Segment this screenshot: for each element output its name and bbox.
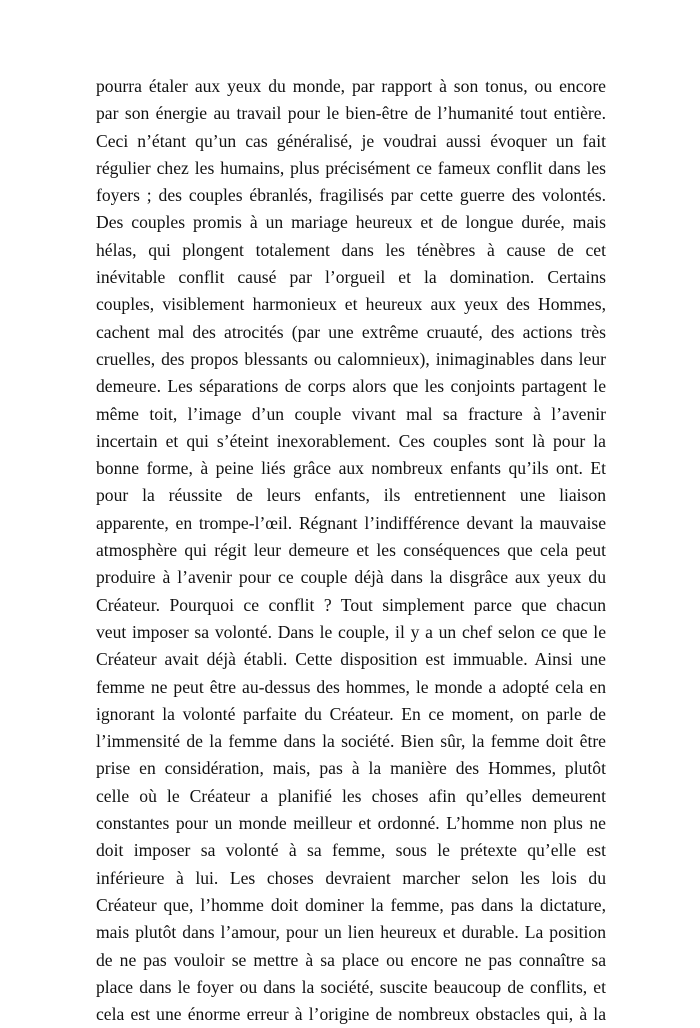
text-line: doit imposer sa volonté à sa femme, sous le prétexte qu’elle est	[96, 840, 606, 861]
body-text	[96, 73, 606, 1028]
text-line: veut imposer sa volonté. Dans le couple, il y a un chef selon ce que le	[96, 621, 606, 642]
text-line: Créateur. Pourquoi ce conflit ? Tout simplement parce que chacun	[96, 594, 606, 615]
text-line: couples, visiblement harmonieux et heureux aux yeux des Hommes,	[96, 294, 606, 315]
text-line: celle où le Créateur a planifié les choses afin qu’elles demeurent	[96, 785, 606, 806]
text-line: hélas, qui plongent totalement dans les ténèbres à cause de cet	[96, 239, 606, 260]
text-line: cachent mal des atrocités (par une extrême cruauté, des actions très	[96, 321, 606, 342]
text-line: inférieure à lui. Les choses devraient marcher selon les lois du	[96, 867, 606, 888]
text-line: Créateur que, l’homme doit dominer la femme, pas dans la dictature,	[96, 894, 606, 915]
text-line: Ceci n’étant qu’un cas généralisé, je voudrai aussi évoquer un fait	[96, 130, 606, 151]
text-line: apparente, en trompe-l’œil. Régnant l’indifférence devant la mauvaise	[96, 512, 606, 533]
text-line: par son énergie au travail pour le bien-être de l’humanité tout entière.	[96, 103, 606, 124]
text-line: l’immensité de la femme dans la société. Bien sûr, la femme doit être	[96, 731, 606, 752]
text-line: bonne forme, à peine liés grâce aux nombreux enfants qu’ils ont. Et	[96, 458, 606, 479]
text-line: mais plutôt dans l’amour, pour un lien heureux et durable. La position	[96, 922, 606, 943]
text-line: régulier chez les humains, plus précisément ce fameux conflit dans les	[96, 157, 606, 178]
text-line: pourra étaler aux yeux du monde, par rapport à son tonus, ou encore	[96, 76, 606, 96]
text-line: femme ne peut être au-dessus des hommes, le monde a adopté cela en	[96, 676, 606, 697]
text-line: cela est une énorme erreur à l’origine de nombreux obstacles qui, à la	[96, 1004, 606, 1025]
text-line: pour la réussite de leurs enfants, ils entretiennent une liaison	[96, 485, 606, 506]
text-line: atmosphère qui régit leur demeure et les conséquences que cela peut	[96, 540, 606, 561]
text-line: ignorant la volonté parfaite du Créateur. En ce moment, on parle de	[96, 703, 606, 724]
text-line: Créateur avait déjà établi. Cette disposition est immuable. Ainsi une	[96, 649, 606, 670]
text-line: Des couples promis à un mariage heureux et de longue durée, mais	[96, 212, 606, 233]
text-line: demeure. Les séparations de corps alors que les conjoints partagent le	[96, 376, 606, 397]
text-line: de ne pas vouloir se mettre à sa place ou encore ne pas connaître sa	[96, 949, 606, 970]
text-line: constantes pour un monde meilleur et ordonné. L’homme non plus ne	[96, 813, 606, 834]
text-line: place dans le foyer ou dans la société, suscite beaucoup de conflits, et	[96, 976, 606, 997]
text-line: prise en considération, mais, pas à la manière des Hommes, plutôt	[96, 758, 606, 779]
text-line: foyers ; des couples ébranlés, fragilisés par cette guerre des volontés.	[96, 185, 606, 206]
text-line: inévitable conflit causé par l’orgueil et la domination. Certains	[96, 267, 606, 288]
text-line: produire à l’avenir pour ce couple déjà dans la disgrâce aux yeux du	[96, 567, 606, 588]
text-line: même toit, l’image d’un couple vivant mal sa fracture à l’avenir	[96, 403, 606, 424]
text-line: incertain et qui s’éteint inexorablement. Ces couples sont là pour la	[96, 430, 606, 451]
text-line: cruelles, des propos blessants ou calomnieux), inimaginables dans leur	[96, 348, 606, 369]
